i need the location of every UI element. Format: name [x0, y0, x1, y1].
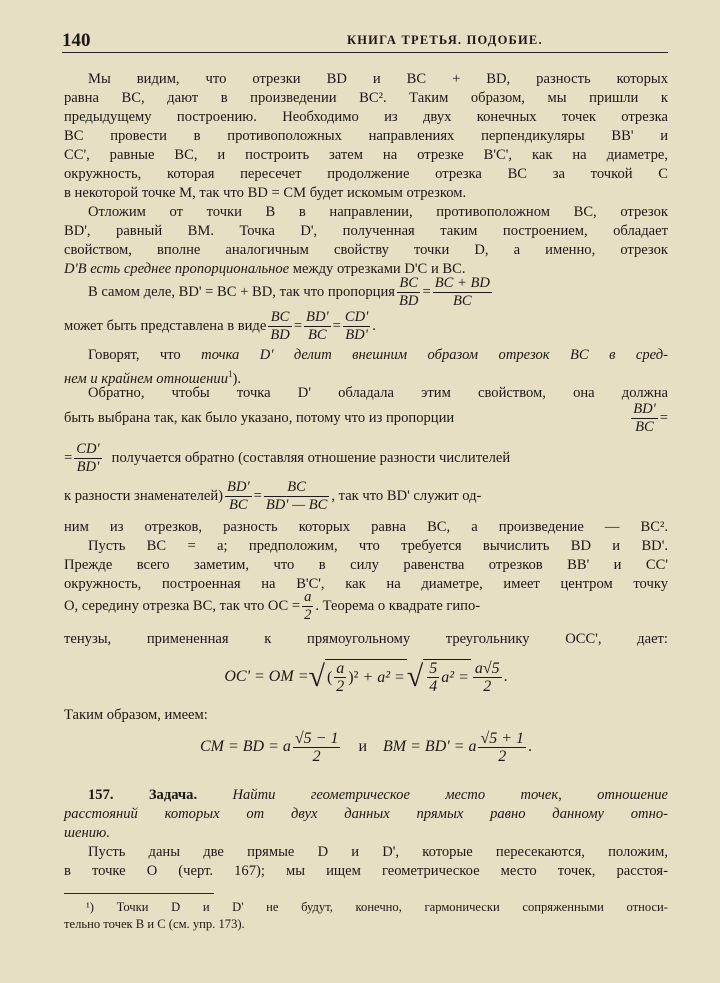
- text-line: расстояний которых от двух данных прямых равно данному отно-: [64, 806, 668, 822]
- text-line: Мы видим, что отрезки BD и BC + BD, разность которых: [88, 71, 668, 87]
- radicand: $\frac{5}{4}$ a² =: [423, 659, 471, 695]
- text-line-with-proportion: быть выбрана так, как было указано, потому что из пропорции $\frac{BD'}{BC}$ =: [64, 400, 668, 435]
- emphasis-text: точка D' делит внешним образом отрезок BC в сред-: [201, 347, 668, 363]
- text-line: D'B есть среднее пропорциональное между отрезками D'C и BC.: [64, 261, 466, 277]
- page-header: [62, 30, 668, 53]
- text-line: в некоторой точке M, так что BD = CM будет искомым отрезком.: [64, 185, 467, 201]
- fraction: $\frac{CD'}{BD'}$: [344, 308, 369, 343]
- footnote-line: тельно точек B и C (см. упр. 173).: [64, 917, 245, 931]
- text-line: BD', равный BM. Точка D', полученная таким построением, обладает: [64, 223, 668, 239]
- text-line: Пусть BC = a; предположим, что требуется вычислить BD и BD'.: [88, 538, 668, 554]
- footnote-rule: [64, 893, 214, 894]
- text-line: Пусть даны две прямые D и D', которые пересекаются, положим,: [88, 844, 668, 860]
- text-line: Отложим от точки B в направлении, противоположном BC, отрезок: [88, 204, 668, 220]
- text-line-with-proportion: В самом деле, BD' = BC + BD, так что пропорция $\frac{BC}{BD}$ = $\frac{BC + BD}{BC}$: [88, 274, 490, 309]
- text-line: нем и крайнем отношении$^1$).: [64, 369, 242, 387]
- fraction: $\frac{BD'}{BC}$: [227, 478, 250, 513]
- text-line: окружность, которая пересечет продолжение отрезка BC за точкой C: [64, 166, 668, 182]
- fraction: $\frac{CD'}{BD'}$: [76, 440, 100, 475]
- fraction: $\frac{5}{4}$: [429, 660, 438, 695]
- text-line: тенузы, примененная к прямоугольному треугольнику OCC', дает:: [64, 631, 668, 647]
- text-line: окружность, построенная на B'C', как на диаметре, имеет центром точку: [64, 576, 668, 592]
- text-line-with-proportion: может быть представлена в виде $\frac{BC}{BD}$ = $\frac{BD'}{BC}$ = $\frac{CD'}{BD'}$ .: [64, 308, 376, 343]
- text-line: шению.: [64, 825, 110, 841]
- text-line-with-proportion: к разности знаменателей) $\frac{BD'}{BC}$ = $\frac{BC}{BD' — BC}$ , так что BD' служит од-: [64, 478, 482, 513]
- text-line: CC', равные BC, и построить затем на отрезке B'C', как на диаметре,: [64, 147, 668, 163]
- fraction: $\frac{BC + BD}{BC}$: [434, 274, 490, 309]
- fraction: $\frac{√5 - 1}{2}$: [294, 729, 339, 765]
- equation-cm: CM = BD = a $\frac{√5 - 1}{2}$ и BM = BD' = a $\frac{√5 + 1}{2}$ .: [199, 729, 533, 765]
- problem-statement: Найти геометрическое место точек, отношение: [232, 787, 668, 803]
- text-line: Прежде всего заметим, что в силу равенства отрезков BB' и CC': [64, 557, 668, 573]
- fraction: $\frac{BD'}{BC}$: [306, 308, 329, 343]
- footnote-line: ¹) Точки D и D' не будут, конечно, гармонически сопряженными относи-: [86, 900, 668, 914]
- fraction: $\frac{BC}{BD' — BC}$: [265, 478, 328, 513]
- radical-sign: √: [308, 660, 325, 693]
- text-line-with-fraction: O, середину отрезка BC, так что OC = $\frac{a}{2}$ . Теорема о квадрате гипо-: [64, 588, 481, 623]
- text-line: равна BC, дают в произведении BC². Таким образом, мы пришли к: [64, 90, 668, 106]
- fraction: $\frac{a}{2}$: [336, 660, 345, 695]
- fraction: $\frac{a}{2}$: [304, 588, 312, 623]
- text-line: в точке O (черт. 167); мы ищем геометрическое место точек, расстоя-: [64, 863, 668, 879]
- fraction: $\frac{BC}{BD}$: [270, 308, 290, 343]
- text-line: BC провести в противоположных направлениях перпендикуляры BB' и: [64, 128, 668, 144]
- fraction: $\frac{BC}{BD}$: [399, 274, 419, 309]
- emphasis-text: нем и крайнем отношении: [64, 370, 228, 387]
- page-number: 140: [62, 30, 91, 51]
- radical-sign: √: [406, 660, 424, 693]
- section-heading-157: [88, 786, 668, 804]
- text-line: предыдущему построению. Необходимо из двух конечных точек отрезка: [64, 109, 668, 125]
- text-line: Говорят, что точка D' делит внешним образом отрезок BC в сред-: [88, 347, 668, 363]
- section-number: 157. Задача.: [88, 787, 198, 803]
- emphasis-text: D'B есть среднее пропорциональное: [64, 261, 290, 277]
- text-line: ним из отрезков, разность которых равна BC, а произведение — BC².: [64, 519, 668, 535]
- text-line: свойством, вполне аналогичным свойству точки D, а именно, отрезок: [64, 242, 668, 258]
- justified-text: быть выбрана так, как было указано, потому что из пропорции: [64, 410, 455, 426]
- fraction: $\frac{√5 + 1}{2}$: [480, 729, 525, 765]
- fraction: $\frac{BD'}{BC}$: [633, 400, 656, 435]
- equation-oc: OC' = OM = √ ( $\frac{a}{2}$ )² + a² = √ $\frac{5}{4}$ a² = $\frac{a√5}{2}$ .: [224, 659, 508, 695]
- footnote-marker: 1: [228, 369, 233, 379]
- radicand: ( $\frac{a}{2}$ )² + a² =: [326, 660, 405, 695]
- text-line-with-proportion: = $\frac{CD'}{BD'}$ получается обратно (составляя отношение разности числителей: [64, 440, 511, 475]
- text-line: Таким образом, имеем:: [64, 707, 208, 723]
- fraction: $\frac{a√5}{2}$: [474, 659, 500, 695]
- text-line: Обратно, чтобы точка D' обладала этим свойством, она должна: [88, 385, 668, 401]
- running-title: КНИГА ТРЕТЬЯ. ПОДОБИЕ.: [347, 33, 543, 47]
